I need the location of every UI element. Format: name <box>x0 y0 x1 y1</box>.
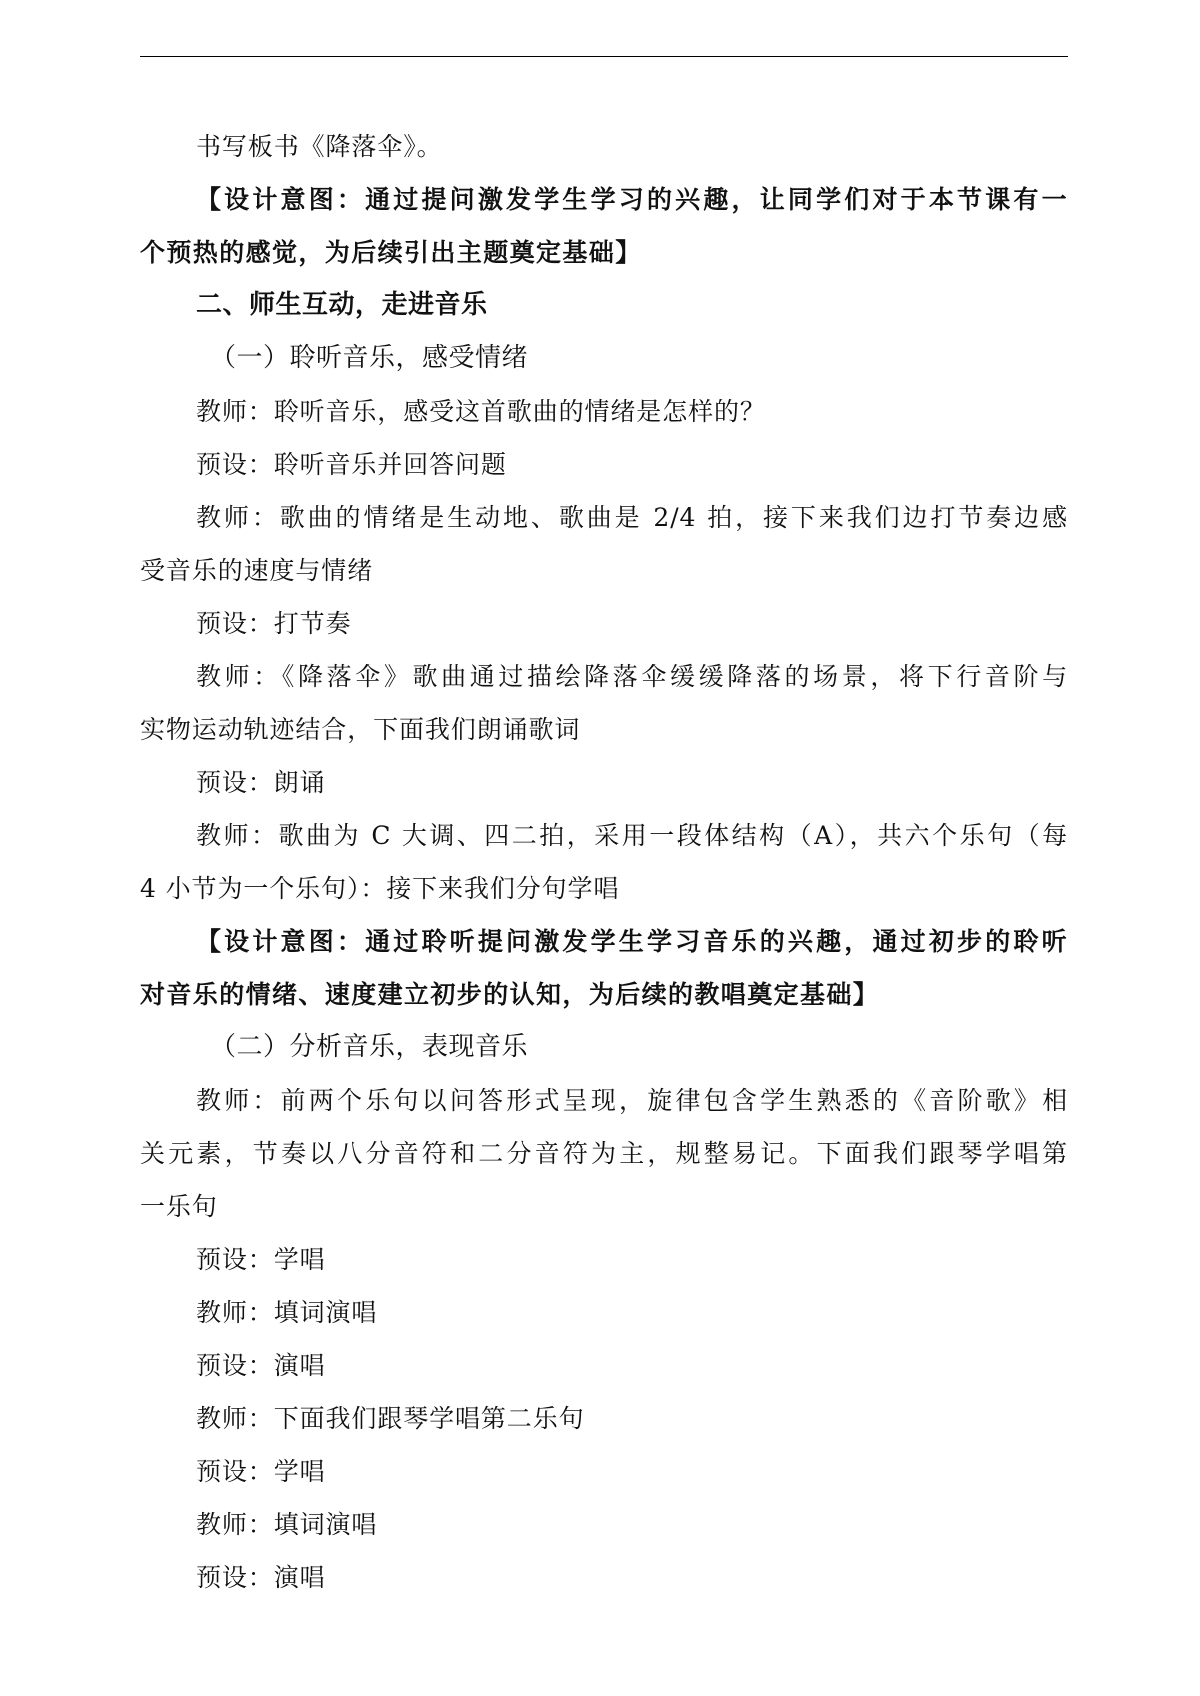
subsection-heading-2: （二）分析音乐，表现音乐 <box>210 1032 529 1062</box>
teacher-line: 教师：歌曲为 C 大调、四二拍，采用一段体结构（A），共六个乐句（每 <box>196 821 1068 850</box>
preset-line: 预设：演唱 <box>196 1563 326 1592</box>
design-intent-1-line-1: 【设计意图：通过提问激发学生学习的兴趣，让同学们对于本节课有一 <box>196 185 1068 214</box>
preset-line: 预设：朗诵 <box>196 768 326 797</box>
document-body <box>140 120 1068 1604</box>
design-intent-2-line-1: 【设计意图：通过聆听提问激发学生学习音乐的兴趣，通过初步的聆听 <box>196 927 1068 956</box>
preset-line: 预设：学唱 <box>196 1457 326 1486</box>
design-intent-2-line-2: 对音乐的情绪、速度建立初步的认知，为后续的教唱奠定基础】 <box>140 980 880 1009</box>
teacher-line: 教师：歌曲的情绪是生动地、歌曲是 2/4 拍，接下来我们边打节奏边感 <box>196 503 1068 532</box>
teacher-line-continued: 关元素，节奏以八分音符和二分音符为主，规整易记。下面我们跟琴学唱第 <box>140 1139 1068 1168</box>
subsection-heading-1: （一）聆听音乐，感受情绪 <box>210 343 529 373</box>
preset-line: 预设：打节奏 <box>196 609 352 638</box>
design-intent-1-line-2: 个预热的感觉，为后续引出主题奠定基础】 <box>140 238 642 267</box>
header-rule <box>140 56 1068 57</box>
teacher-line: 教师：下面我们跟琴学唱第二乐句 <box>196 1404 585 1433</box>
preset-line: 预设：聆听音乐并回答问题 <box>196 450 507 479</box>
section-heading-2: 二、师生互动，走进音乐 <box>196 290 488 320</box>
paragraph-blackboard: 书写板书《降落伞》。 <box>196 132 443 161</box>
teacher-line: 教师：填词演唱 <box>196 1298 378 1327</box>
teacher-line-continued: 一乐句 <box>140 1192 218 1221</box>
teacher-line-continued: 受音乐的速度与情绪 <box>140 556 374 585</box>
teacher-line: 教师：前两个乐句以问答形式呈现，旋律包含学生熟悉的《音阶歌》相 <box>196 1086 1068 1115</box>
teacher-line: 教师：《降落伞》歌曲通过描绘降落伞缓缓降落的场景，将下行音阶与 <box>196 662 1068 691</box>
preset-line: 预设：学唱 <box>196 1245 326 1274</box>
teacher-line-continued: 4 小节为一个乐句）：接下来我们分句学唱 <box>140 874 620 903</box>
teacher-line: 教师：聆听音乐，感受这首歌曲的情绪是怎样的？ <box>196 397 766 426</box>
preset-line: 预设：演唱 <box>196 1351 326 1380</box>
teacher-line-continued: 实物运动轨迹结合，下面我们朗诵歌词 <box>140 715 581 744</box>
teacher-line: 教师：填词演唱 <box>196 1510 378 1539</box>
